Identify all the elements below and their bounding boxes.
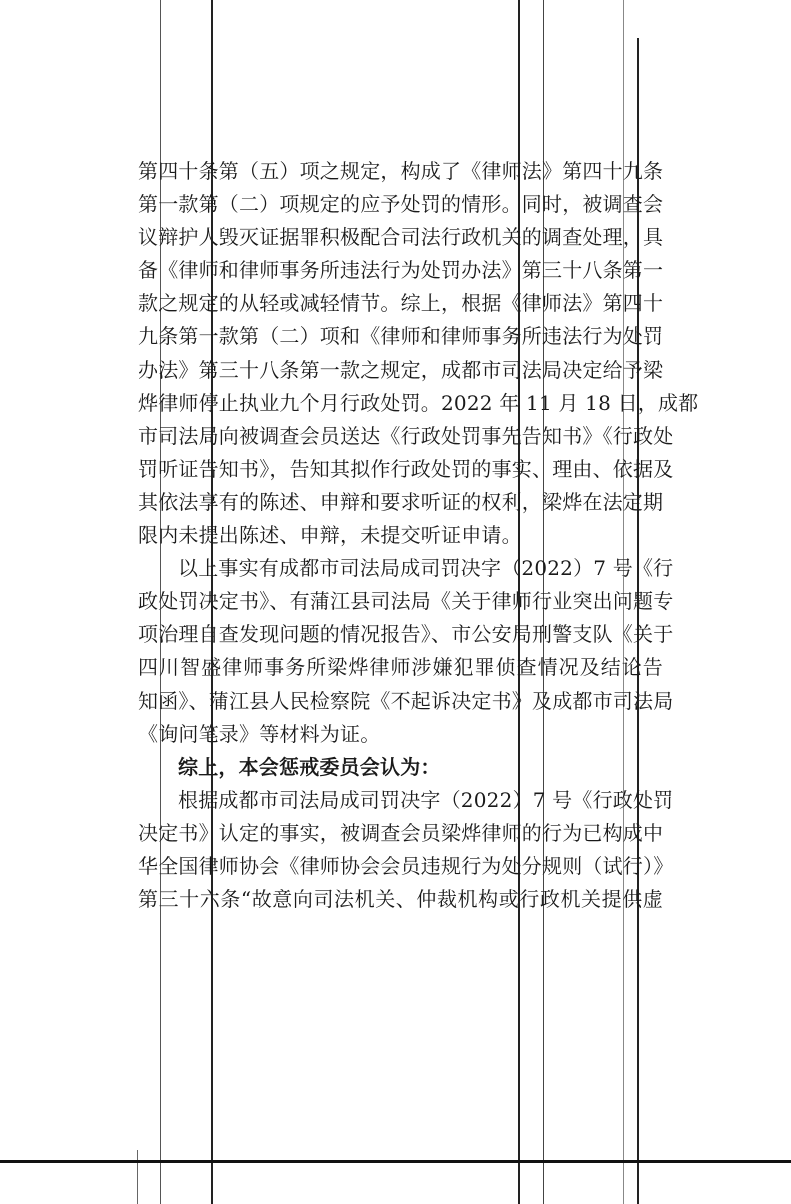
text-line: 办法》第三十八条第一款之规定，成都市司法局决定给予梁 [138, 357, 664, 382]
text-line: 四川智盛律师事务所梁烨律师涉嫌犯罪侦查情况及结论告 [138, 655, 663, 680]
text-line: 第四十条第（五）项之规定，构成了《律师法》第四十九条 [138, 159, 664, 183]
text-line: 罚听证告知书》，告知其拟作行政处罚的事实、理由、依据及 [138, 456, 674, 481]
text-line: 其依法享有的陈述、申辩和要求听证的权利，梁烨在法定期 [138, 489, 664, 514]
paragraph-first-line: 根据成都市司法局成司罚决字（2022）7 号《行政处罚 [178, 787, 674, 812]
text-line: 款之规定的从轻或减轻情节。综上，根据《律师法》第四十 [138, 291, 664, 316]
paragraph-first-line: 以上事实有成都市司法局成司罚决字（2022）7 号《行 [178, 556, 674, 581]
text-line: 限内未提出陈述、申辩，未提交听证申请。 [138, 523, 522, 548]
text-line: 市司法局向被调查会员送达《行政处罚事先告知书》《行政处 [138, 423, 674, 448]
text-line: 《询问笔录》等材料为证。 [138, 721, 381, 746]
text-line: 备《律师和律师事务所违法行为处罚办法》第三十八条第一 [138, 258, 664, 283]
text-line: 知函》、蒲江县人民检察院《不起诉决定书》及成都市司法局 [138, 688, 674, 713]
text-line: 九条第一款第（二）项和《律师和律师事务所违法行为处罚 [138, 324, 664, 349]
text-line: 项治理自查发现问题的情况报告》、市公安局刑警支队《关于 [138, 622, 674, 647]
text-line: 政处罚决定书》、有蒲江县司法局《关于律师行业突出问题专 [138, 589, 674, 614]
section-heading: 综上，本会惩戒委员会认为： [178, 754, 441, 779]
text-line: 议辩护人毁灭证据罪积极配合司法行政机关的调查处理，具 [138, 225, 664, 250]
text-line: 第三十六条“故意向司法机关、仲裁机构或行政机关提供虚 [138, 887, 663, 912]
text-line: 烨律师停止执业九个月行政处罚。2022 年 11 月 18 日，成都 [138, 390, 699, 415]
scan-line-vertical [137, 1150, 138, 1204]
text-line: 决定书》认定的事实，被调查会员梁烨律师的行为已构成中 [138, 820, 664, 845]
scan-line-horizontal [0, 1160, 791, 1163]
text-line: 第一款第（二）项规定的应予处罚的情形。同时，被调查会 [138, 192, 664, 217]
body-text [138, 155, 699, 916]
text-line: 华全国律师协会《律师协会会员违规行为处分规则（试行）》 [138, 853, 674, 878]
